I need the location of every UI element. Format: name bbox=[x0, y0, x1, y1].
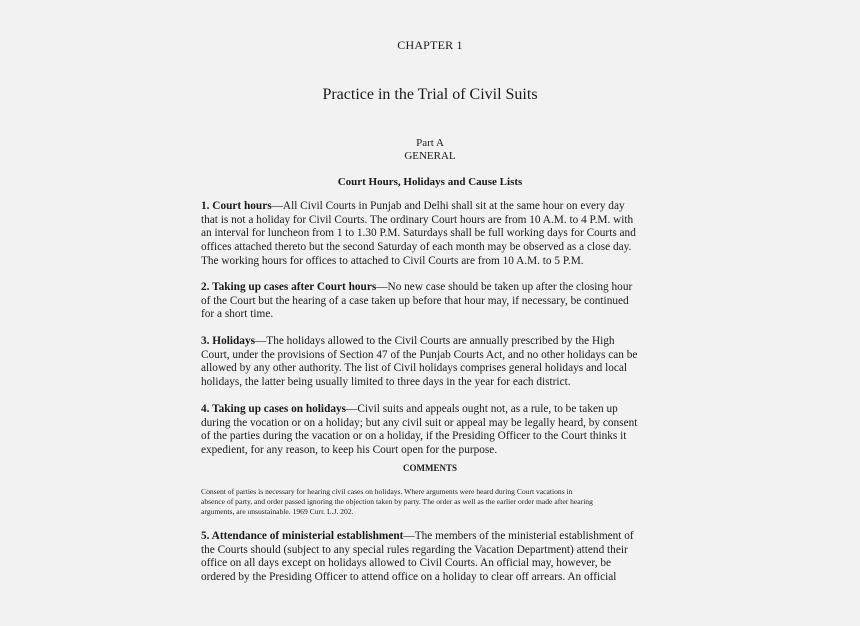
paragraph-line: The working hours for offices to attached to Civil Courts are from 10 A.M. to 5 P.M. bbox=[201, 254, 584, 267]
paragraph-line bbox=[201, 530, 671, 544]
document-title: Practice in the Trial of Civil Suits bbox=[322, 86, 538, 103]
section-heading: Court Hours, Holidays and Cause Lists bbox=[337, 176, 523, 188]
paragraph-line: of the parties during the vacation or on a holiday, if the Presiding Officer to the Court thinks it bbox=[201, 430, 627, 443]
rule-paragraph-court-hours bbox=[201, 200, 671, 269]
paragraph-line: for a short time. bbox=[201, 308, 274, 321]
paragraph-heading: 4. Taking up cases on holidays bbox=[201, 403, 347, 415]
paragraph-line: the Courts should (subject to any special rules regarding the Vacation Department) attend their bbox=[201, 543, 628, 556]
part-name: GENERAL bbox=[404, 150, 456, 162]
paragraph-line: an interval for luncheon from 1 to 1.30 P.M. Saturdays shall be full working days for Courts and bbox=[201, 227, 636, 240]
paragraph-line: office on all days except on holidays allowed to Civil Courts. An official may, however, be bbox=[201, 557, 612, 570]
paragraph-line bbox=[201, 200, 671, 214]
paragraph-line: ordered by the Presiding Officer to attend office on a holiday to clear off arrears. An official bbox=[201, 571, 617, 584]
comments-heading: COMMENTS bbox=[403, 463, 457, 473]
paragraph-line bbox=[201, 281, 671, 295]
rule-paragraph-after-hours bbox=[201, 281, 671, 322]
comments-line: Consent of parties is necessary for hearing civil cases on holidays. Where arguments were heard during Court vacations in bbox=[201, 487, 573, 496]
part-label: Part A bbox=[416, 137, 444, 149]
paragraph-line: holidays, the latter being usually limited to three days in the year for each district. bbox=[201, 376, 571, 389]
paragraph-heading: 5. Attendance of ministerial establishment bbox=[201, 530, 404, 542]
paragraph-text: —No new case should be taken up after the closing hour bbox=[376, 281, 633, 293]
paragraph-heading: 1. Court hours bbox=[201, 200, 272, 212]
paragraph-line: expedient, for any reason, to keep his Court open for the purpose. bbox=[201, 444, 498, 457]
paragraph-text: —All Civil Courts in Punjab and Delhi shall sit at the same hour on every day bbox=[271, 200, 625, 212]
part-heading bbox=[0, 137, 860, 163]
paragraph-line: Court, under the provisions of Section 47 of the Punjab Courts Act, and no other holidays can be bbox=[201, 348, 638, 361]
paragraph-heading: 3. Holidays bbox=[201, 335, 255, 347]
paragraph-line bbox=[201, 335, 671, 349]
rule-paragraph-cases-on-holidays bbox=[201, 403, 671, 458]
paragraph-text: —The holidays allowed to the Civil Courts are annually prescribed by the High bbox=[255, 335, 615, 347]
comments-line: arguments, are unsustainable. 1969 Curr. L.J. 202. bbox=[201, 507, 354, 516]
paragraph-line bbox=[201, 403, 671, 417]
rule-paragraph-holidays bbox=[201, 335, 671, 390]
paragraph-line: that is not a holiday for Civil Courts. The ordinary Court hours are from 10 A.M. to 4 P.M. with bbox=[201, 213, 634, 226]
chapter-label: CHAPTER 1 bbox=[397, 38, 463, 52]
paragraph-heading: 2. Taking up cases after Court hours bbox=[201, 281, 377, 293]
paragraph-line: allowed by any other authority. The list of Civil holidays comprises general holidays and local bbox=[201, 362, 628, 375]
rule-paragraph-ministerial-attendance bbox=[201, 530, 671, 585]
paragraph-text: —Civil suits and appeals ought not, as a rule, to be taken up bbox=[346, 403, 618, 415]
paragraph-line: during the vocation or on a holiday; but any civil suit or appeal may be legally heard, by consent bbox=[201, 416, 638, 429]
paragraph-line: offices attached thereto but the second Saturday of each month may be observed as a close day. bbox=[201, 241, 632, 254]
comments-line: absence of party, and order passed ignoring the objection taken by party. The order as well as the earlier order made after hearing bbox=[201, 497, 593, 506]
paragraph-text: —The members of the ministerial establishment of bbox=[403, 530, 634, 542]
paragraph-line: of the Court but the hearing of a case taken up before that hour may, if necessary, be continued bbox=[201, 294, 629, 307]
comments-body bbox=[201, 487, 671, 517]
